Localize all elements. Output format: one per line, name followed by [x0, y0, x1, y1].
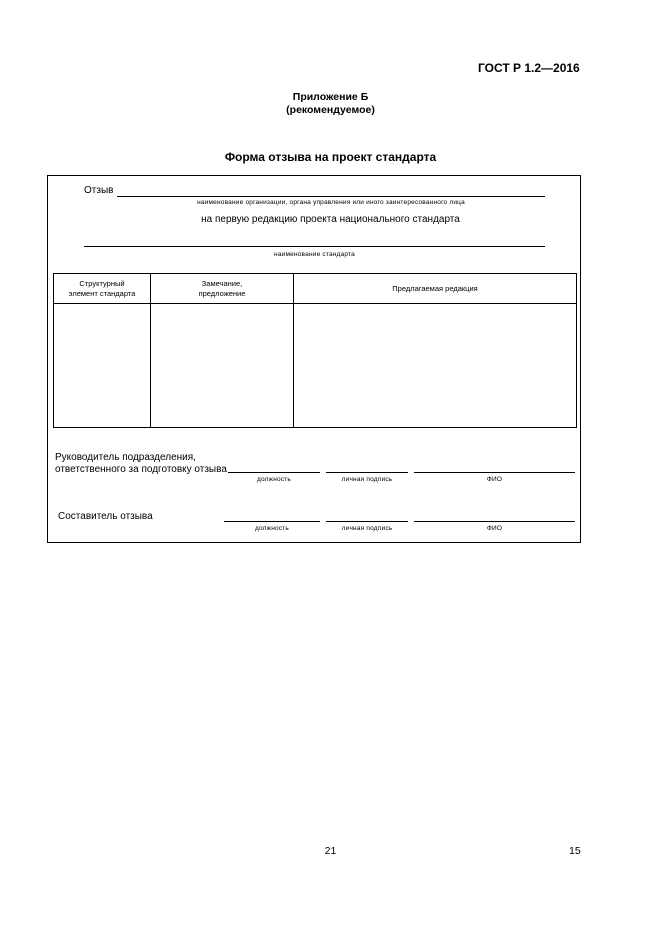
- document-code: ГОСТ Р 1.2—2016: [478, 61, 580, 75]
- review-table: [53, 273, 577, 428]
- head-of-department-label: [55, 452, 227, 476]
- head-label-line1: Руководитель подразделения,: [55, 452, 196, 463]
- column-header-proposed-edition: Предлагаемая редакция: [294, 274, 577, 304]
- appendix-subtitle: (рекомендуемое): [286, 104, 375, 116]
- head-name-line[interactable]: [414, 472, 575, 473]
- head-signature-caption: личная подпись: [341, 476, 393, 483]
- table-header-row: [54, 274, 577, 304]
- head-name-caption: ФИО: [486, 476, 503, 483]
- table-cell-proposed-edition[interactable]: [294, 304, 577, 428]
- head-label-line2: ответственного за подготовку отзыва: [55, 464, 227, 475]
- standard-caption: наименование стандарта: [274, 251, 355, 258]
- organization-line[interactable]: [117, 196, 545, 197]
- column-header-remark: Замечание, предложение: [151, 274, 294, 304]
- compiler-signature-caption: личная подпись: [341, 525, 393, 532]
- table-cell-structural-element[interactable]: [54, 304, 151, 428]
- compiler-position-line[interactable]: [224, 521, 320, 522]
- table-cell-remark[interactable]: [151, 304, 294, 428]
- head-signature-line[interactable]: [326, 472, 408, 473]
- review-label: Отзыв: [84, 185, 114, 196]
- page-number-center: 21: [324, 845, 337, 857]
- organization-caption: наименование организации, органа управления или иного заинтересованного лица: [197, 199, 465, 206]
- edition-text: на первую редакцию проекта национального стандарта: [201, 214, 460, 225]
- compiler-signature-line[interactable]: [326, 521, 408, 522]
- appendix-title: Приложение Б: [292, 91, 369, 103]
- column-header-structural-element: Структурный элемент стандарта: [54, 274, 151, 304]
- compiler-position-caption: должность: [254, 525, 290, 532]
- table-row: [54, 304, 577, 428]
- compiler-label: Составитель отзыва: [58, 511, 153, 522]
- head-position-line[interactable]: [228, 472, 320, 473]
- standard-name-line[interactable]: [84, 246, 545, 247]
- head-position-caption: должность: [256, 476, 292, 483]
- appendix-heading: [0, 91, 661, 117]
- compiler-name-caption: ФИО: [486, 525, 503, 532]
- compiler-name-line[interactable]: [414, 521, 575, 522]
- page-number-right: 15: [569, 845, 581, 857]
- form-title: Форма отзыва на проект стандарта: [224, 150, 437, 164]
